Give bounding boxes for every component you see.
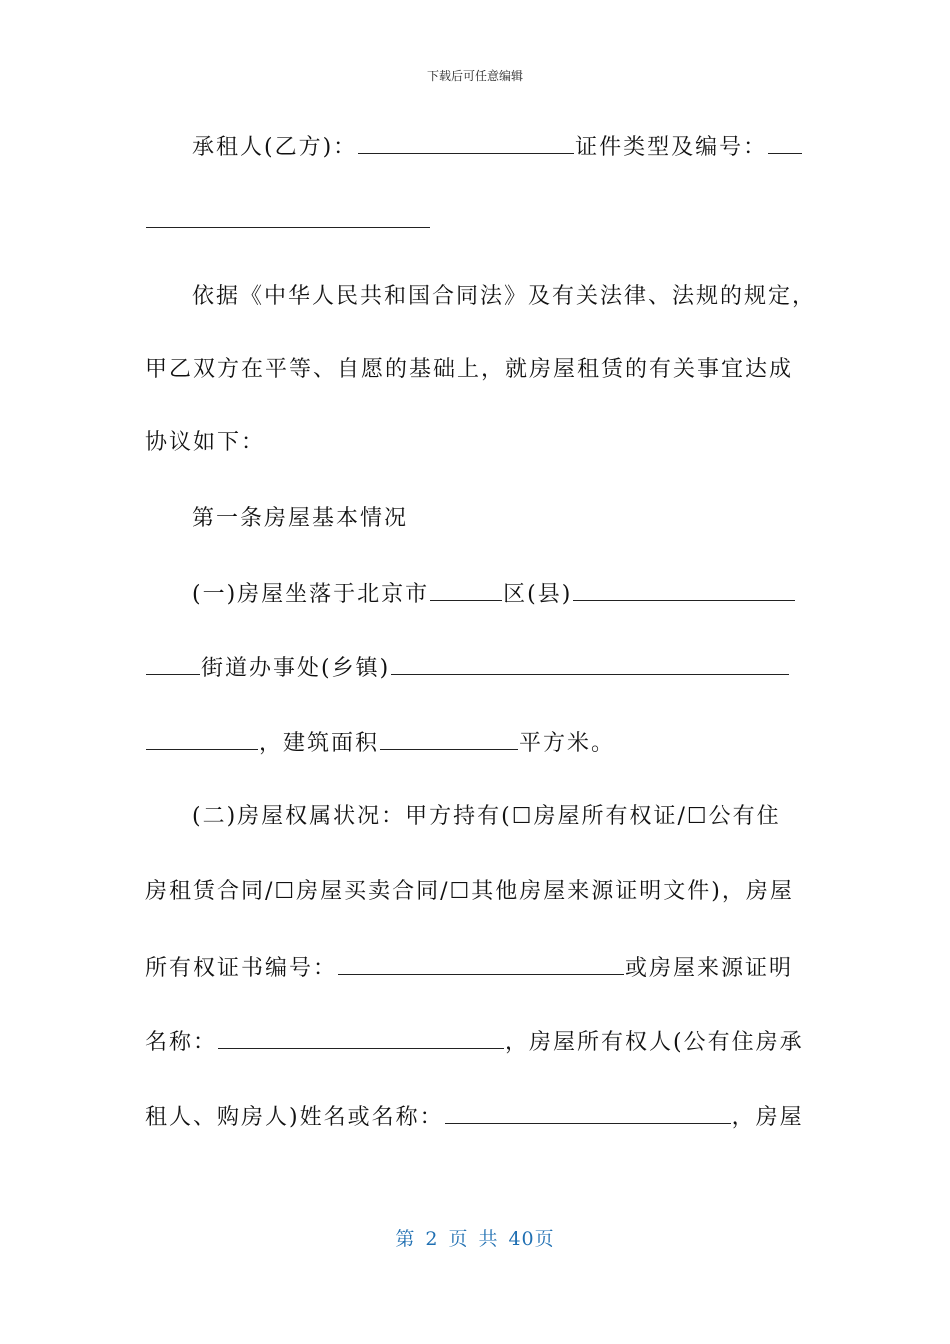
lessee-line (192, 131, 803, 161)
footer-page-unit: 页 (448, 1228, 469, 1250)
street-label: 街道办事处(乡镇) (201, 656, 391, 681)
location-prefix: (一)房屋坐落于北京市 (192, 582, 430, 607)
page-footer (0, 1224, 950, 1251)
footer-total-word: 共 (478, 1228, 499, 1250)
buyer-line (145, 1101, 804, 1131)
street-line (145, 652, 790, 682)
basis-line-2: 甲乙双方在平等、自愿的基础上，就房屋租赁的有关事宜达成 (145, 357, 794, 382)
basis-line-3: 协议如下： (145, 430, 266, 455)
header-note: 下载后可任意编辑 (426, 69, 523, 83)
area-unit: 平方米。 (519, 731, 616, 756)
street-blank-start[interactable] (573, 578, 795, 601)
lessee-label: 承租人(乙方)： (192, 135, 358, 160)
cert-number-label: 所有权证书编号： (145, 956, 338, 981)
ownership-line-1: (二)房屋权属状况：甲方持有(☐房屋所有权证/☐公有住 (192, 804, 781, 829)
id-number-blank-start[interactable] (768, 131, 802, 154)
district-blank[interactable] (430, 578, 502, 601)
cert-number-blank[interactable] (338, 952, 624, 975)
footer-page-current: 2 (425, 1228, 439, 1250)
location-line (192, 578, 796, 608)
cert-number-line (145, 952, 793, 982)
id-number-blank-end[interactable] (146, 205, 430, 228)
owner-name-blank[interactable] (445, 1101, 731, 1124)
footer-page-total: 40页 (508, 1228, 555, 1250)
footer-page-word: 第 (395, 1228, 416, 1250)
ownership-line-2: 房租赁合同/☐房屋买卖合同/☐其他房屋来源证明文件)，房屋 (145, 879, 794, 904)
id-number-continuation (145, 205, 431, 235)
id-type-label: 证件类型及编号： (575, 135, 768, 160)
name-label: 名称： (145, 1030, 218, 1055)
area-label: ，建筑面积 (259, 731, 380, 756)
lessee-name-blank[interactable] (358, 131, 574, 154)
address-blank-end[interactable] (146, 727, 258, 750)
township-blank[interactable] (391, 652, 789, 675)
area-blank[interactable] (380, 727, 518, 750)
location-district-label: 区(县) (503, 582, 573, 607)
house-tail: ，房屋 (731, 1105, 804, 1130)
buyer-label: 租人、购房人)姓名或名称： (145, 1105, 444, 1130)
owner-line (145, 1026, 804, 1056)
article-1-title: 第一条房屋基本情况 (192, 506, 409, 531)
proof-name-blank[interactable] (218, 1026, 504, 1049)
owner-label: ，房屋所有权人(公有住房承 (505, 1030, 804, 1055)
source-proof-label: 或房屋来源证明 (625, 956, 794, 981)
basis-line-1: 依据《中华人民共和国合同法》及有关法律、法规的规定， (192, 284, 817, 309)
street-blank[interactable] (146, 652, 200, 675)
area-line (145, 727, 615, 757)
